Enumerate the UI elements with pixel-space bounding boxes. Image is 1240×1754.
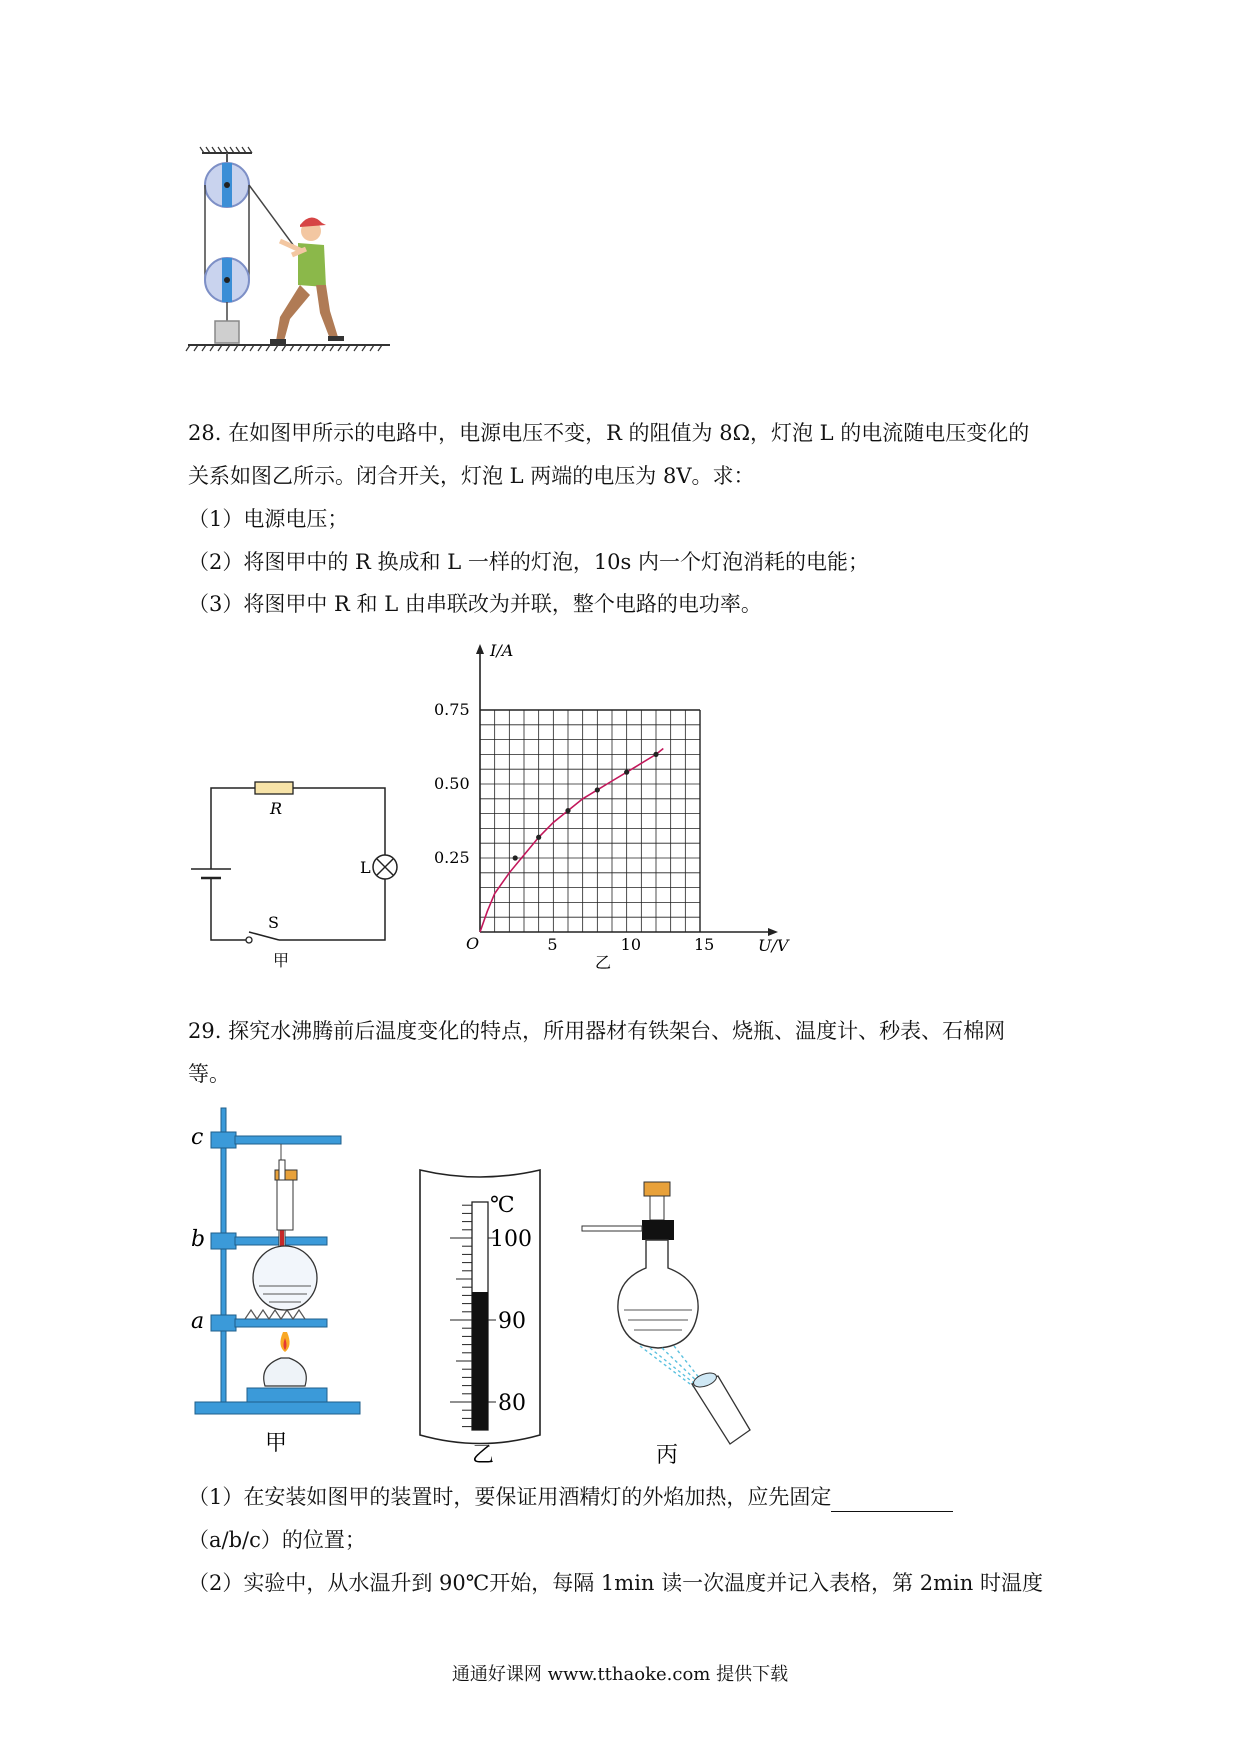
x-axis-label: U/V: [758, 936, 789, 955]
label-a: a: [191, 1309, 205, 1334]
thermometer-caption: 乙: [472, 1443, 495, 1468]
circuit-diagram: [185, 770, 420, 970]
q29-line2: 等。: [188, 1062, 230, 1086]
y-tick-label: 0.25: [434, 848, 470, 867]
data-point: [565, 808, 570, 813]
q28-line2: 关系如图乙所示。闭合开关，灯泡 L 两端的电压为 8V。求：: [188, 464, 755, 488]
iu-chart: [430, 640, 800, 975]
x-tick-label: 5: [547, 935, 558, 954]
flask-figure: [580, 1180, 760, 1470]
chart-grid: [480, 710, 700, 932]
boiling-apparatus: [185, 1100, 365, 1460]
label-c: c: [191, 1125, 204, 1150]
x-axis-arrow-icon: [768, 928, 778, 936]
apparatus-caption: 甲: [265, 1431, 288, 1456]
unit-label: ℃: [490, 1193, 515, 1218]
resistor: [255, 782, 293, 794]
x-tick-label: 15: [694, 935, 715, 954]
tick-80: 80: [498, 1391, 526, 1416]
q28-sub1: （1）电源电压；: [188, 507, 349, 531]
q29-sub2: （2）实验中，从水温升到 90℃开始，每隔 1min 读一次温度并记入表格，第 2min 时温度: [188, 1571, 1043, 1595]
q28-line1: 28. 在如图甲所示的电路中，电源电压不变，R 的阻值为 8Ω，灯泡 L 的电流随电压变化的: [188, 421, 1030, 445]
data-point: [513, 855, 518, 860]
thermometer-figure: [410, 1160, 560, 1470]
origin-label: O: [466, 934, 480, 953]
tick-90: 90: [498, 1309, 526, 1334]
flask-caption: 丙: [656, 1443, 679, 1468]
y-axis-arrow-icon: [476, 644, 484, 654]
x-tick-label: 10: [620, 935, 642, 954]
y-axis-label: I/A: [490, 641, 514, 660]
data-point: [536, 835, 541, 840]
data-point: [595, 787, 600, 792]
switch: [249, 932, 279, 940]
pulley-figure: [180, 145, 390, 370]
data-point: [653, 752, 658, 757]
q29-sub1a: [188, 1482, 953, 1512]
mercury-column: [472, 1292, 488, 1430]
q29-sub1a-text: （1）在安装如图甲的装置时，要保证用酒精灯的外焰加热，应先固定: [188, 1485, 832, 1509]
page-footer: 通通好课网 www.tthaoke.com 提供下载: [451, 1664, 789, 1685]
tick-100: 100: [490, 1227, 532, 1252]
label-b: b: [191, 1227, 206, 1252]
lamp-label: L: [360, 858, 371, 877]
data-point: [624, 770, 629, 775]
series-line: [480, 749, 663, 933]
circuit-caption: 甲: [273, 951, 290, 970]
chart-caption: 乙: [595, 953, 612, 972]
q29-sub1b: （a/b/c）的位置；: [188, 1528, 366, 1552]
y-tick-label: 0.50: [434, 774, 470, 793]
q28-sub2: （2）将图甲中的 R 换成和 L 一样的灯泡，10s 内一个灯泡消耗的电能；: [188, 550, 869, 574]
y-tick-label: 0.75: [434, 700, 470, 719]
q29-line1: 29. 探究水沸腾前后温度变化的特点，所用器材有铁架台、烧瓶、温度计、秒表、石棉网: [188, 1019, 1006, 1043]
resistor-label: R: [270, 799, 283, 818]
q28-sub3: （3）将图甲中 R 和 L 由串联改为并联，整个电路的电功率。: [188, 592, 762, 616]
switch-label: S: [268, 913, 279, 932]
answer-blank[interactable]: [831, 1489, 953, 1512]
